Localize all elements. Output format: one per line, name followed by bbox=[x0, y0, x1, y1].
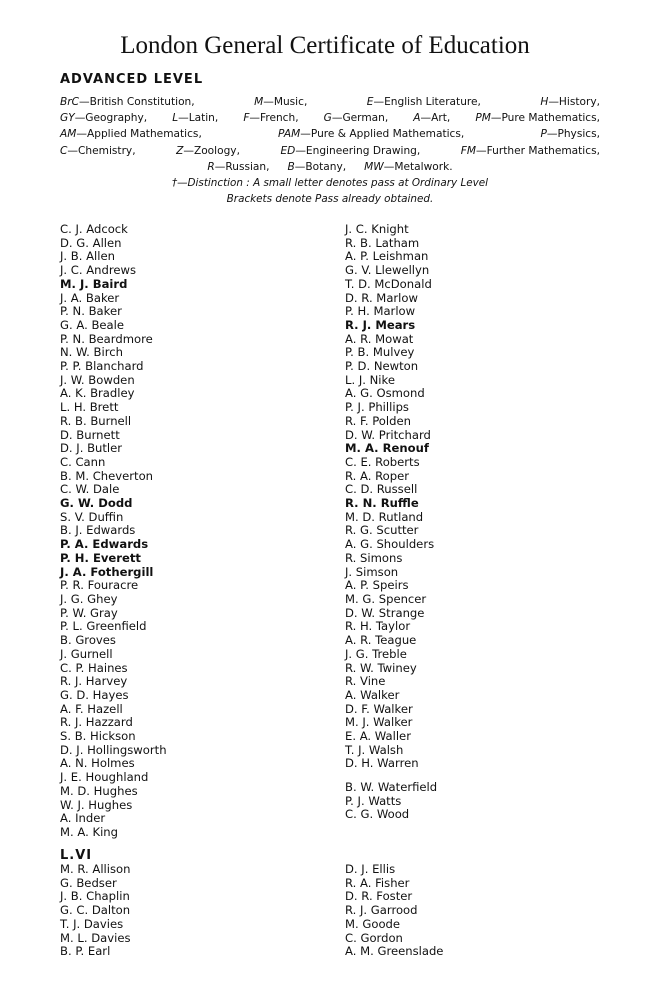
lvi-names-right-column bbox=[345, 863, 443, 959]
student-name: P. D. Newton bbox=[345, 359, 419, 374]
advanced-names-right-column-continued bbox=[345, 781, 437, 822]
subject-abbreviation: AM bbox=[60, 128, 77, 141]
student-name: J. C. Andrews bbox=[60, 263, 137, 278]
student-name: M. Goode bbox=[345, 916, 401, 931]
subject-key-lines bbox=[60, 94, 600, 175]
student-name: B. W. Waterfield bbox=[345, 780, 438, 794]
student-name: G. C. Dalton bbox=[60, 903, 131, 918]
student-name: C. J. Adcock bbox=[60, 222, 128, 236]
brackets-note: Brackets denote Pass already obtained. bbox=[226, 193, 434, 206]
student-name: D. J. Butler bbox=[60, 441, 123, 456]
student-name: A. P. Speirs bbox=[345, 578, 409, 593]
subject-abbreviation: ED bbox=[280, 144, 296, 157]
student-name: P. W. Gray bbox=[60, 605, 118, 620]
student-name: P. J. Watts bbox=[345, 793, 402, 808]
subject-key-line bbox=[60, 94, 600, 110]
student-name: D. W. Strange bbox=[345, 605, 425, 620]
student-name: P. L. Greenfield bbox=[60, 619, 147, 634]
student-name: M. J. Walker bbox=[345, 715, 413, 730]
lvi-names-left-column bbox=[60, 863, 131, 959]
subject-abbreviation: C bbox=[60, 144, 68, 157]
subject-key-entry bbox=[243, 110, 298, 126]
subject-key-entry bbox=[254, 94, 307, 110]
subject-abbreviation: M bbox=[254, 96, 264, 108]
student-name: J. A. Fothergill bbox=[60, 564, 154, 579]
student-name: R. H. Taylor bbox=[345, 619, 411, 634]
student-name: T. J. Davies bbox=[60, 916, 124, 931]
subject-name: —Engineering Drawing, bbox=[295, 144, 421, 157]
subject-key-entry bbox=[540, 94, 600, 110]
subject-name: —British Constitution, bbox=[79, 96, 195, 108]
subject-abbreviation: L bbox=[172, 112, 179, 125]
subject-key-line bbox=[60, 126, 600, 142]
student-name: P. B. Mulvey bbox=[345, 345, 415, 360]
student-name: R. J. Garrood bbox=[345, 903, 418, 918]
subject-key-entry bbox=[176, 143, 240, 159]
distinction-note: †—Distinction : A small letter denotes pass at Ordinary Level bbox=[171, 177, 489, 190]
student-name: R. Simons bbox=[345, 550, 403, 565]
subject-name: —German, bbox=[331, 112, 389, 125]
subject-name: —History, bbox=[548, 96, 600, 108]
subject-key-entry bbox=[364, 159, 452, 175]
student-name: P. P. Blanchard bbox=[60, 359, 144, 374]
student-name: J. A. Baker bbox=[60, 290, 120, 305]
student-name: P. A. Edwards bbox=[60, 537, 149, 552]
student-name: A. F. Hazell bbox=[60, 701, 123, 716]
student-name: P. N. Baker bbox=[60, 304, 122, 319]
subject-name: —English Literature, bbox=[373, 96, 481, 108]
student-name: A. G. Shoulders bbox=[345, 537, 435, 552]
student-name: B. P. Earl bbox=[60, 944, 111, 959]
subject-key-entry bbox=[60, 110, 147, 126]
subject-key-entry bbox=[60, 94, 195, 110]
student-name: C. W. Dale bbox=[60, 482, 120, 497]
student-name: D. R. Marlow bbox=[345, 290, 418, 305]
student-name: P. H. Everett bbox=[60, 550, 141, 565]
student-name: R. N. Ruffle bbox=[345, 496, 419, 511]
subject-name: —French, bbox=[249, 112, 299, 125]
subject-key-entry bbox=[280, 143, 420, 159]
student-name: L. J. Nike bbox=[345, 372, 395, 387]
subject-key-entry bbox=[207, 159, 269, 175]
subject-key-entry bbox=[288, 159, 347, 175]
subject-abbreviation: B bbox=[287, 160, 295, 173]
subject-key-entry bbox=[461, 143, 600, 159]
student-name: L. H. Brett bbox=[60, 400, 119, 415]
subject-abbreviation: P bbox=[540, 128, 547, 141]
student-name: A. G. Osmond bbox=[345, 386, 425, 401]
student-name: T. D. McDonald bbox=[345, 276, 432, 291]
student-name: G. W. Dodd bbox=[60, 496, 133, 511]
subject-name: —Art, bbox=[420, 112, 451, 125]
subject-key bbox=[60, 94, 600, 207]
student-name: J. C. Knight bbox=[345, 222, 409, 236]
subject-key-entry bbox=[540, 126, 600, 142]
subject-name: —Further Mathematics, bbox=[476, 144, 600, 157]
student-name: T. J. Walsh bbox=[345, 742, 404, 757]
student-name: J. B. Allen bbox=[60, 249, 115, 264]
subject-key-line bbox=[60, 110, 600, 126]
advanced-names-left-column bbox=[60, 223, 167, 840]
subject-abbreviation: PAM bbox=[278, 128, 301, 141]
student-name: J. B. Chaplin bbox=[60, 889, 130, 904]
subject-abbreviation: G bbox=[323, 112, 332, 125]
subject-name: —Pure & Applied Mathematics, bbox=[300, 128, 465, 141]
student-name: P. N. Beardmore bbox=[60, 331, 153, 346]
student-name: J. Gurnell bbox=[60, 646, 113, 661]
subject-key-line bbox=[60, 143, 600, 159]
subject-abbreviation: Z bbox=[176, 144, 184, 157]
subject-name: —Russian, bbox=[214, 160, 270, 173]
student-name: M. R. Allison bbox=[60, 862, 131, 876]
subject-abbreviation: MW bbox=[364, 160, 384, 173]
subject-abbreviation: A bbox=[413, 112, 421, 125]
subject-abbreviation: BrC bbox=[60, 96, 80, 108]
student-name: R. W. Twiney bbox=[345, 660, 417, 675]
student-name: M. D. Hughes bbox=[60, 783, 138, 798]
subject-name: —Latin, bbox=[178, 112, 219, 125]
student-name: A. N. Holmes bbox=[60, 756, 135, 771]
student-name: W. J. Hughes bbox=[60, 797, 133, 812]
student-name: R. A. Fisher bbox=[345, 875, 410, 890]
subject-name: —Music, bbox=[263, 96, 308, 108]
student-name: P. H. Marlow bbox=[345, 304, 416, 319]
student-name: D. J. Ellis bbox=[345, 862, 396, 876]
student-name: C. Cann bbox=[60, 454, 106, 469]
student-name: G. Bedser bbox=[60, 875, 117, 890]
student-name: M. J. Baird bbox=[60, 276, 128, 291]
subject-key-entry bbox=[367, 94, 481, 110]
student-name: R. J. Hazzard bbox=[60, 715, 133, 730]
student-name: M. A. Renouf bbox=[345, 441, 429, 456]
student-name: J. W. Bowden bbox=[60, 372, 135, 387]
student-name: P. R. Fouracre bbox=[60, 578, 139, 593]
student-name: G. D. Hayes bbox=[60, 687, 129, 702]
subject-key-entry bbox=[413, 110, 450, 126]
student-name: R. Vine bbox=[345, 674, 386, 689]
subject-abbreviation: PM bbox=[475, 112, 491, 125]
student-name: M. A. King bbox=[60, 824, 119, 839]
student-name: A. K. Bradley bbox=[60, 386, 135, 401]
student-name: A. R. Teague bbox=[345, 633, 417, 648]
student-name: J. G. Ghey bbox=[60, 591, 118, 606]
student-name: J. E. Houghland bbox=[60, 770, 149, 785]
subject-name: —Botany, bbox=[294, 160, 347, 173]
student-name: R. A. Roper bbox=[345, 468, 409, 483]
advanced-names-right-column bbox=[345, 223, 434, 771]
subject-abbreviation: FM bbox=[460, 144, 477, 157]
student-name: R. J. Mears bbox=[345, 317, 416, 332]
student-name: J. Simson bbox=[345, 564, 399, 579]
page-title: London General Certificate of Education bbox=[120, 32, 530, 59]
lvi-heading: L.VI bbox=[60, 848, 93, 863]
student-name: M. D. Rutland bbox=[345, 509, 424, 524]
student-name: A. R. Mowat bbox=[345, 331, 414, 346]
student-name: D. R. Foster bbox=[345, 889, 413, 904]
student-name: A. Walker bbox=[345, 687, 400, 702]
student-name: D. W. Pritchard bbox=[345, 427, 431, 442]
student-name: R. J. Harvey bbox=[60, 674, 128, 689]
subject-key-line bbox=[60, 159, 600, 175]
subject-name: —Chemistry, bbox=[67, 144, 136, 157]
student-name: M. L. Davies bbox=[60, 930, 131, 945]
subject-key-entry bbox=[60, 143, 136, 159]
student-name: S. B. Hickson bbox=[60, 729, 136, 744]
subject-key-entry bbox=[60, 126, 202, 142]
student-name: P. J. Phillips bbox=[345, 400, 409, 415]
student-name: A. M. Greenslade bbox=[345, 944, 444, 959]
student-name: C. D. Russell bbox=[345, 482, 418, 497]
student-name: D. F. Walker bbox=[345, 701, 413, 716]
subject-abbreviation: F bbox=[243, 112, 250, 125]
student-name: B. Groves bbox=[60, 633, 116, 648]
student-name: D. H. Warren bbox=[345, 756, 419, 771]
student-name: J. G. Treble bbox=[345, 646, 407, 661]
student-name: C. E. Roberts bbox=[345, 454, 420, 469]
subject-key-entry bbox=[475, 110, 600, 126]
student-name: M. G. Spencer bbox=[345, 591, 427, 606]
advanced-level-heading: ADVANCED LEVEL bbox=[60, 72, 204, 87]
subject-abbreviation: GY bbox=[60, 112, 75, 125]
student-name: C. G. Wood bbox=[345, 807, 410, 822]
subject-name: —Metalwork. bbox=[383, 160, 453, 173]
subject-abbreviation: H bbox=[540, 96, 549, 108]
subject-key-entry bbox=[172, 110, 218, 126]
subject-name: —Geography, bbox=[74, 112, 148, 125]
student-name: S. V. Duffin bbox=[60, 509, 124, 524]
student-name: D. Burnett bbox=[60, 427, 120, 442]
student-name: D. J. Hollingsworth bbox=[60, 742, 167, 757]
student-name: R. B. Burnell bbox=[60, 413, 132, 428]
student-name: B. M. Cheverton bbox=[60, 468, 154, 483]
student-name: C. Gordon bbox=[345, 930, 403, 945]
student-name: R. G. Scutter bbox=[345, 523, 419, 538]
student-name: E. A. Waller bbox=[345, 729, 411, 744]
student-name: R. B. Latham bbox=[345, 235, 420, 250]
student-name: D. G. Allen bbox=[60, 235, 122, 250]
student-name: A. P. Leishman bbox=[345, 249, 429, 264]
subject-name: —Applied Mathematics, bbox=[76, 128, 202, 141]
subject-key-entry bbox=[278, 126, 464, 142]
subject-abbreviation: R bbox=[207, 160, 215, 173]
subject-abbreviation: E bbox=[366, 96, 374, 108]
student-name: G. A. Beale bbox=[60, 317, 124, 332]
subject-key-entry bbox=[324, 110, 389, 126]
student-name: N. W. Birch bbox=[60, 345, 123, 360]
subject-name: —Pure Mathematics, bbox=[490, 112, 600, 125]
student-name: C. P. Haines bbox=[60, 660, 128, 675]
student-name: B. J. Edwards bbox=[60, 523, 136, 538]
student-name: G. V. Llewellyn bbox=[345, 263, 430, 278]
subject-name: —Physics, bbox=[546, 128, 600, 141]
student-name: A. Inder bbox=[60, 811, 106, 826]
subject-name: —Zoology, bbox=[183, 144, 240, 157]
student-name: R. F. Polden bbox=[345, 413, 411, 428]
